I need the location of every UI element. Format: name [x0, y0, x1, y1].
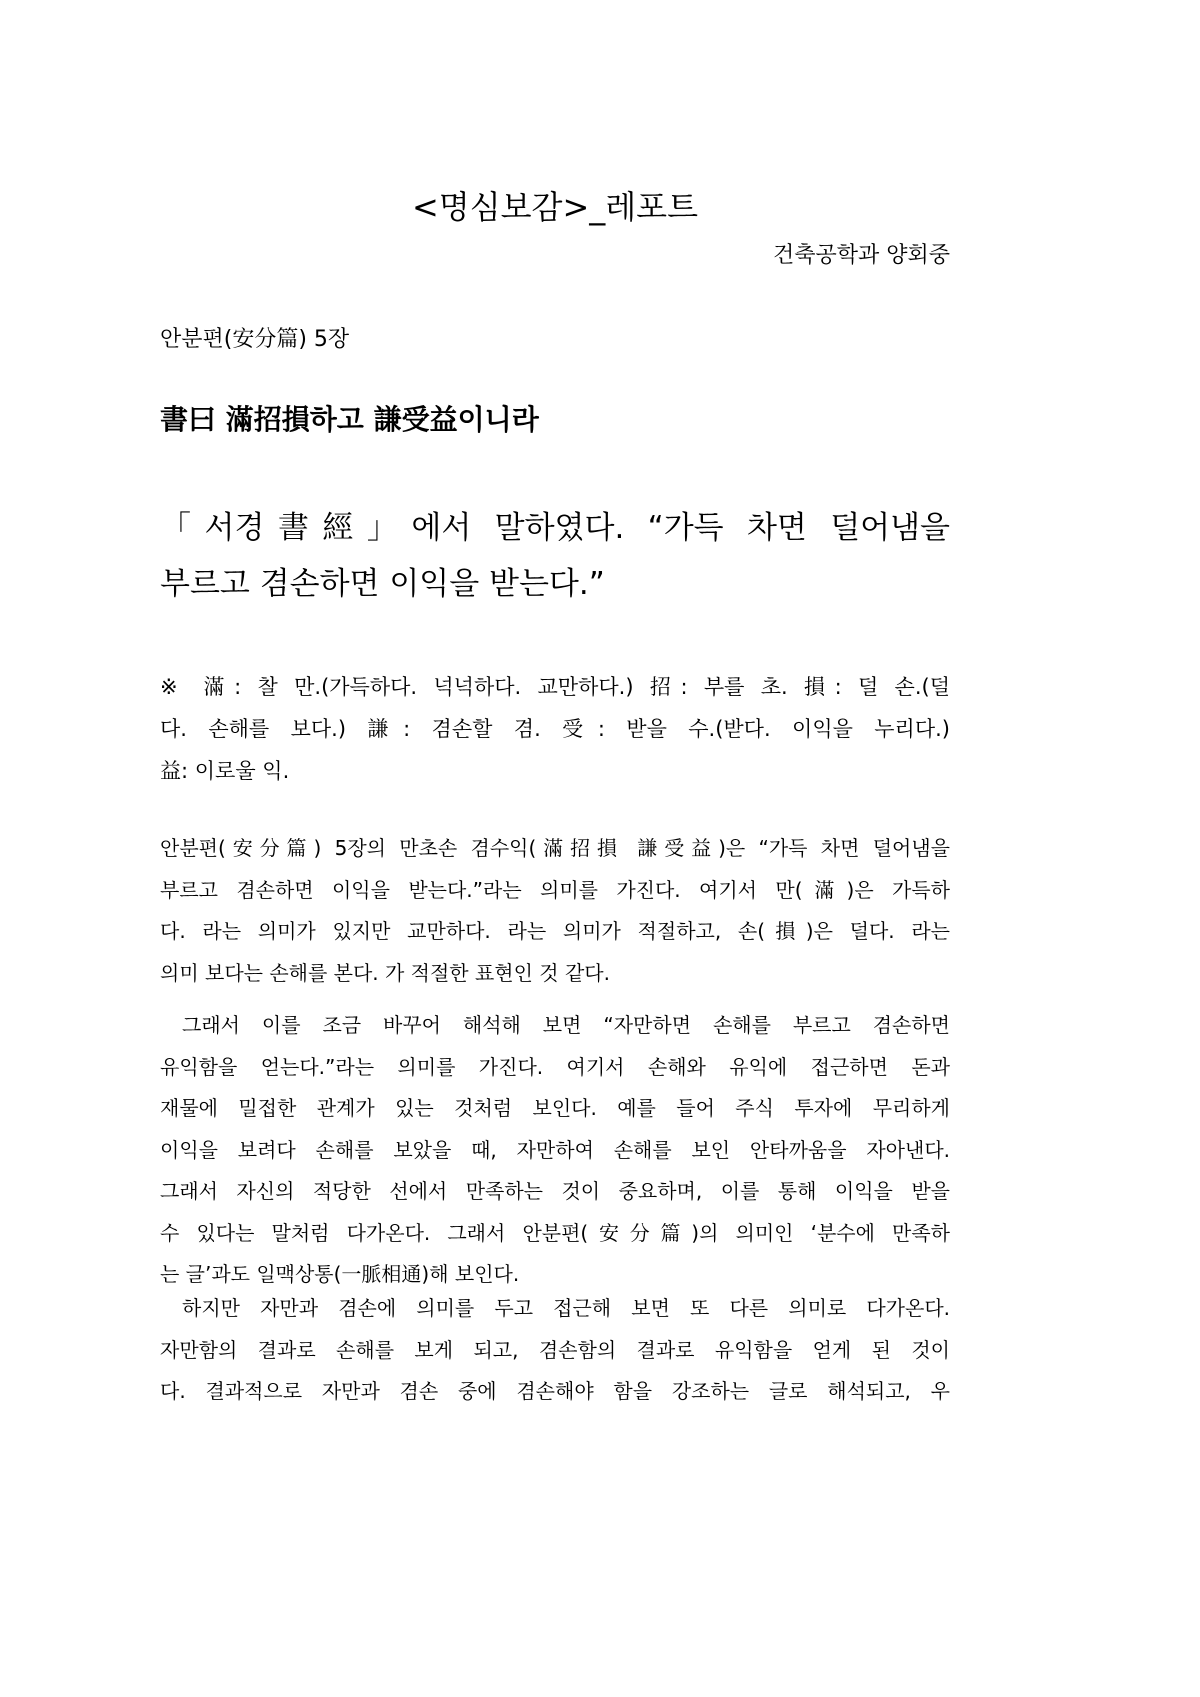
section-heading: 안분편(安分篇) 5장 — [160, 327, 350, 352]
paragraph-1 — [160, 828, 950, 994]
translation-line: 「서경書經」에서 말하였다. “가득 차면 덜어냄을 — [160, 510, 950, 546]
paragraph-line: 하지만 자만과 겸손에 의미를 두고 접근해 보면 또 다른 의미로 다가온다. — [182, 1296, 950, 1320]
paragraph-line: 유익함을 얻는다.”라는 의미를 가진다. 여기서 손해와 유익에 접근하면 돈과 — [160, 1054, 950, 1079]
paragraph-line: 재물에 밀접한 관계가 있는 것처럼 보인다. 예를 들어 주식 투자에 무리하게 — [160, 1096, 950, 1120]
paragraph-line: 이익을 보려다 손해를 보았을 때, 자만하여 손해를 보인 안타까움을 자아낸다. — [160, 1137, 950, 1162]
paragraph-3 — [160, 1288, 950, 1413]
paragraph-line: 의미 보다는 손해를 본다. 가 적절한 표현인 것 같다. — [160, 960, 610, 985]
paragraph-line: 다. 라는 의미가 있지만 교만하다. 라는 의미가 적절하고, 손(損)은 덜다. 라는 — [160, 919, 950, 943]
note-line: ※ 滿: 찰 만.(가득하다. 넉넉하다. 교만하다.) 招: 부를 초. 損: 덜 손.(덜 — [160, 675, 950, 699]
author-line: 건축공학과 양회중 — [772, 243, 950, 268]
paragraph-line: 그래서 이를 조금 바꾸어 해석해 보면 “자만하면 손해를 부르고 겸손하면 — [182, 1013, 950, 1037]
paragraph-line: 수 있다는 말처럼 다가온다. 그래서 안분편(安分篇)의 의미인 ‘분수에 만족하 — [160, 1220, 950, 1245]
paragraph-line: 안분편(安分篇) 5장의 만초손 겸수익(滿招損 謙受益)은 “가득 차면 덜어냄을 — [160, 836, 950, 860]
paragraph-line: 자만함의 결과로 손해를 보게 되고, 겸손함의 결과로 유익함을 얻게 된 것이 — [160, 1337, 950, 1362]
document-title: <명심보감>_레포트 — [411, 188, 698, 226]
glossary-note — [160, 666, 950, 792]
paragraph-line: 그래서 자신의 적당한 선에서 만족하는 것이 중요하며, 이를 통해 이익을 받을 — [160, 1179, 950, 1203]
note-line: 다. 손해를 보다.) 謙: 겸손할 겸. 受: 받을 수.(받다. 이익을 누리다.) — [160, 717, 950, 741]
translation-line: 부르고 겸손하면 이익을 받는다.” — [160, 566, 605, 602]
paragraph-2 — [160, 1005, 950, 1296]
note-line: 益: 이로울 익. — [160, 759, 290, 783]
paragraph-line: 는 글’과도 일맥상통(一脈相通)해 보인다. — [160, 1262, 520, 1286]
translation-quote — [160, 500, 950, 612]
paragraph-line: 다. 결과적으로 자만과 겸손 중에 겸손해야 함을 강조하는 글로 해석되고, 우 — [160, 1379, 950, 1403]
original-text-heading: 書曰 滿招損하고 謙受益이니라 — [160, 403, 539, 436]
paragraph-line: 부르고 겸손하면 이익을 받는다.”라는 의미를 가진다. 여기서 만(滿)은 가득하 — [160, 877, 950, 902]
